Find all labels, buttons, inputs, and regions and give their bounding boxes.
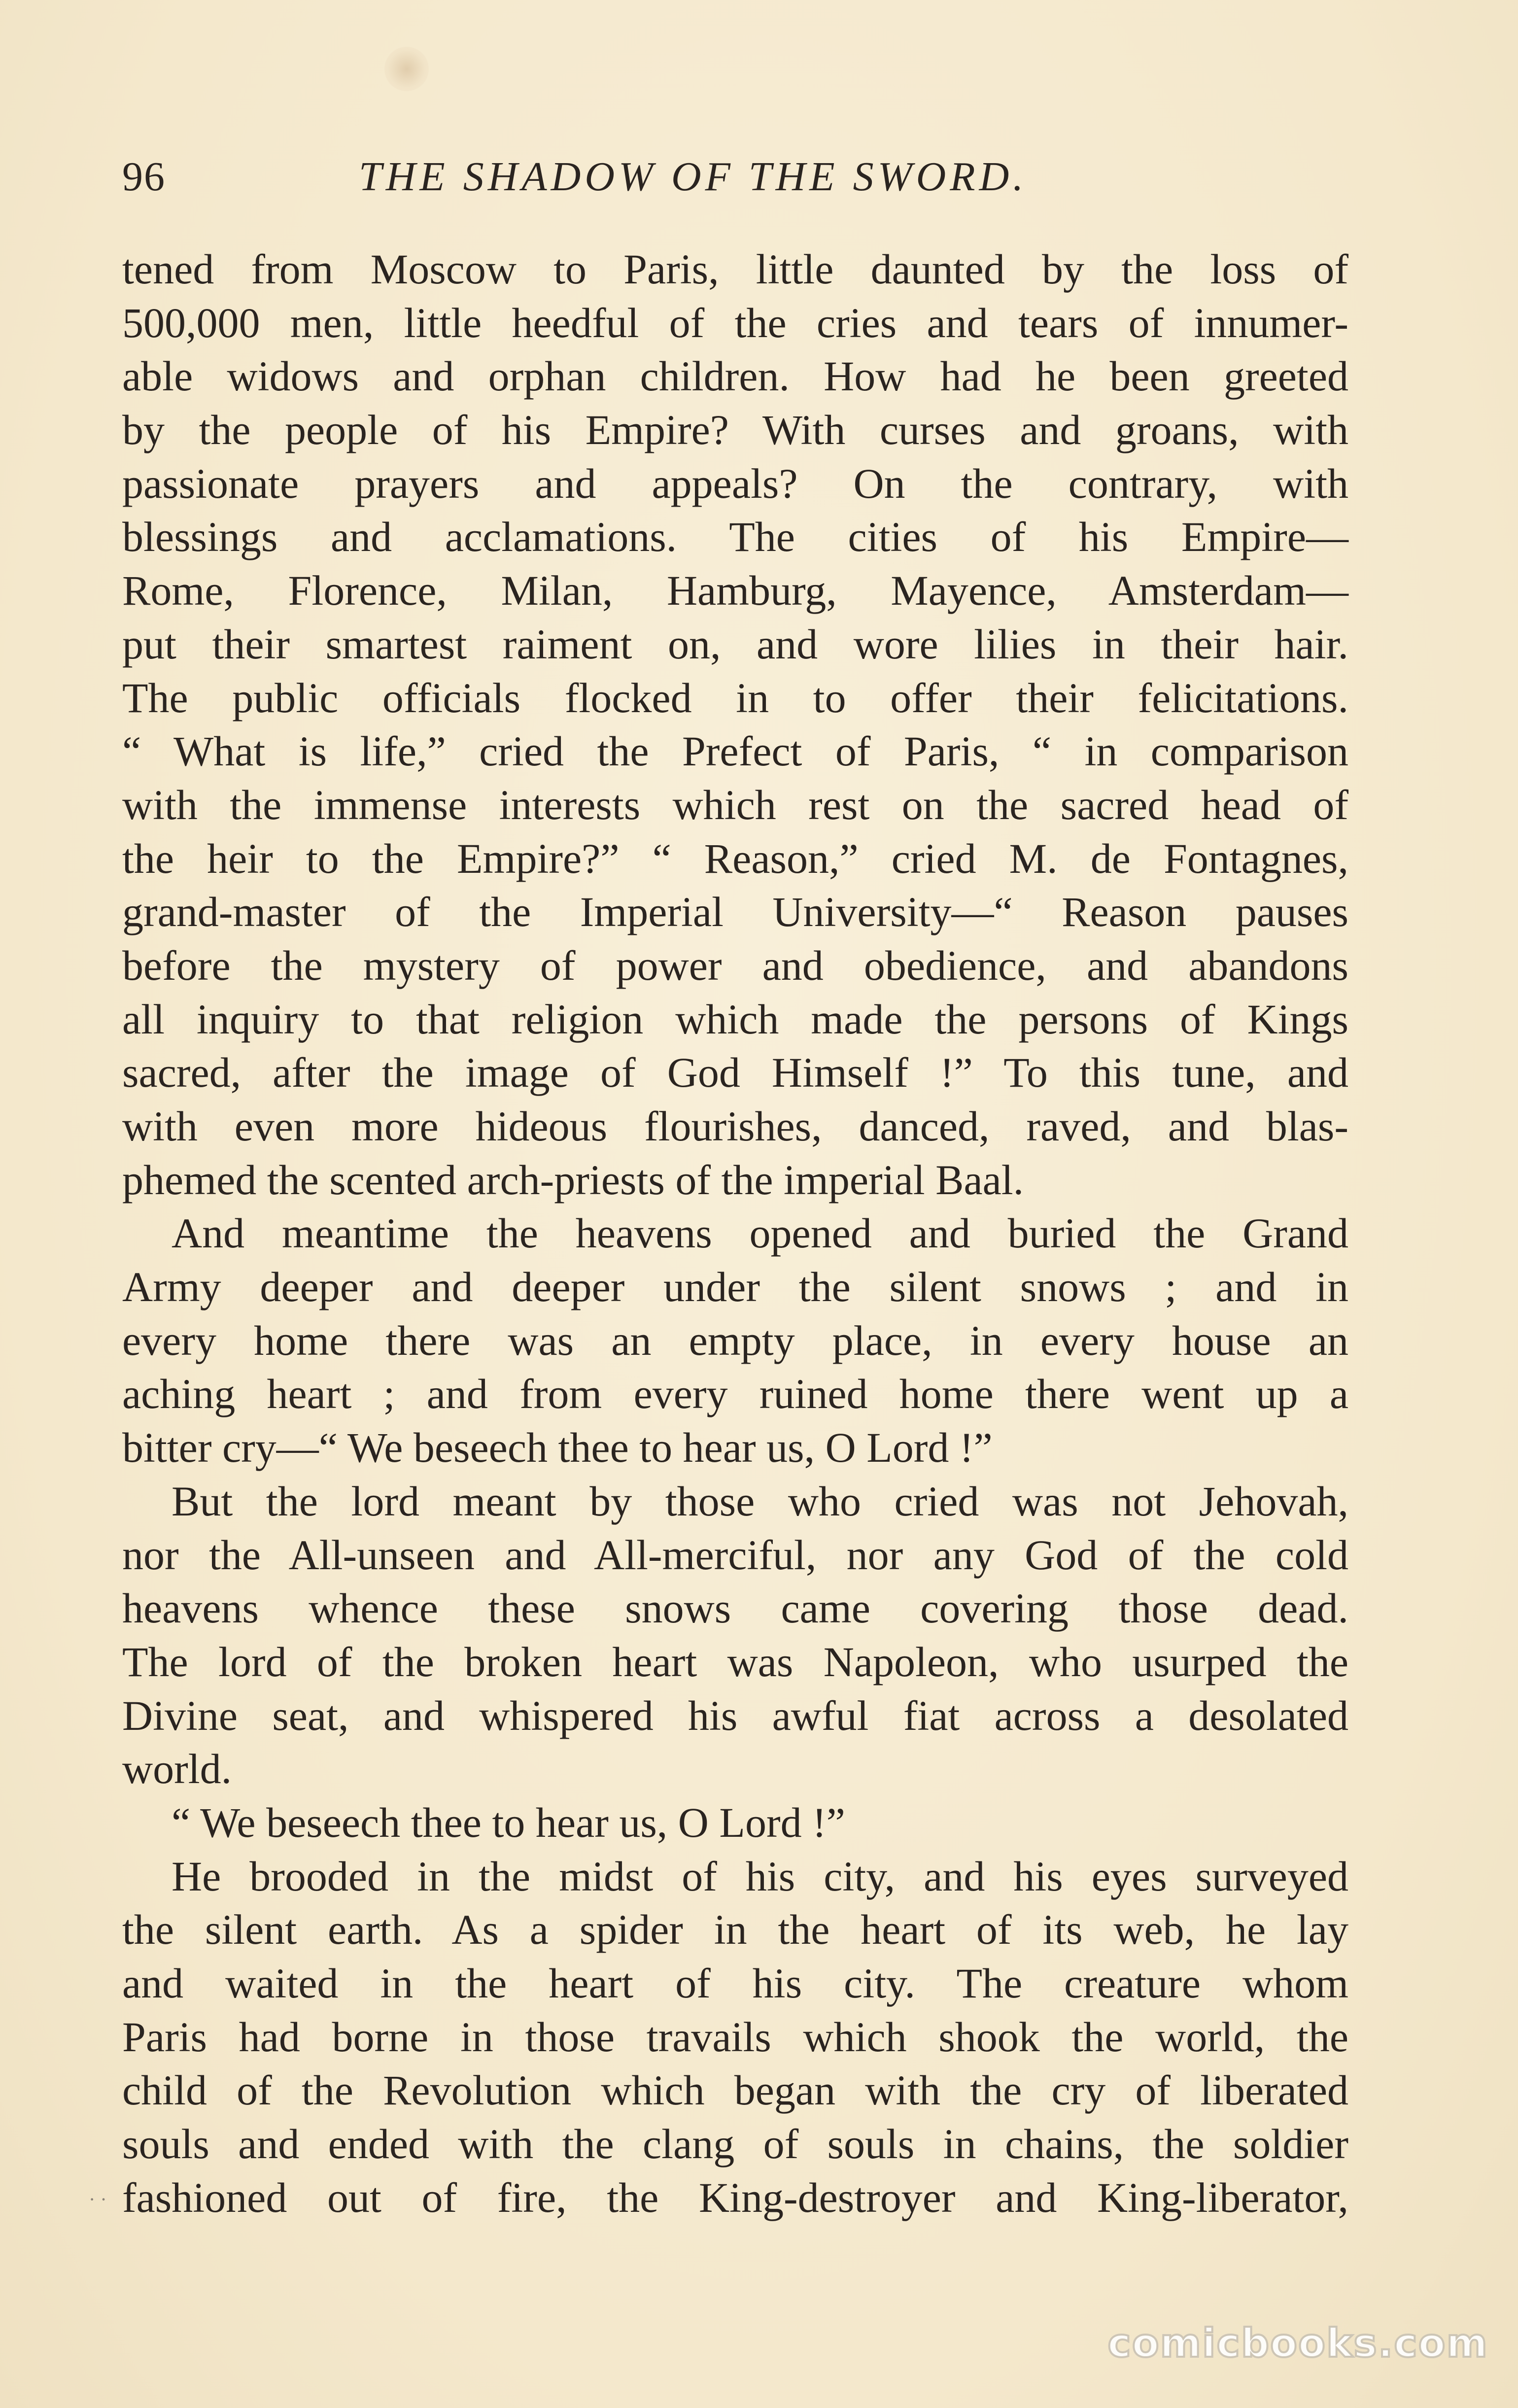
text-line: with even more hideous flourishes, danced, raved, and blas- [122, 1102, 1348, 1150]
text-line: fashioned out of fire, the King-destroyer and King-liberator, [122, 2173, 1348, 2221]
text-line: child of the Revolution which began with the cry of liberated [122, 2066, 1348, 2114]
text-line: blessings and acclamations. The cities of his Empire— [122, 513, 1348, 561]
page-number: 96 [122, 154, 166, 200]
text-line: every home there was an empty place, in every house an [122, 1316, 1348, 1364]
text-line: passionate prayers and appeals? On the contrary, with [122, 459, 1348, 507]
text-line: sacred, after the image of God Himself !” To this tune, and [122, 1049, 1348, 1097]
text-line: phemed the scented arch-priests of the imperial Baal. [122, 1156, 1024, 1204]
text-line: But the lord meant by those who cried was not Jehovah, [172, 1477, 1348, 1525]
text-line: all inquiry to that religion which made the persons of Kings [122, 995, 1348, 1043]
watermark: comicbooks.com [1107, 2320, 1488, 2366]
text-line: “ What is life,” cried the Prefect of Paris, “ in comparison [122, 727, 1348, 775]
running-head: THE SHADOW OF THE SWORD. [359, 154, 1028, 200]
text-line: nor the All-unseen and All-merciful, nor any God of the cold [122, 1531, 1348, 1579]
page-header [122, 143, 1354, 212]
text-line: Paris had borne in those travails which shook the world, the [122, 2013, 1348, 2061]
text-line: the silent earth. As a spider in the heart of its web, he lay [122, 1906, 1348, 1954]
text-line: Army deeper and deeper under the silent snows ; and in [122, 1263, 1348, 1311]
text-line: by the people of his Empire? With curses and groans, with [122, 406, 1348, 454]
body-text [122, 242, 1348, 2224]
text-line: world. [122, 1745, 232, 1793]
text-line: grand-master of the Imperial University—“ Reason pauses [122, 888, 1348, 936]
text-line: and waited in the heart of his city. The creature whom [122, 1960, 1348, 2007]
text-line: bitter cry—“ We beseech thee to hear us, O Lord !” [122, 1424, 993, 1472]
text-line: heavens whence these snows came covering those dead. [122, 1584, 1348, 1632]
text-line: the heir to the Empire?” “ Reason,” cried M. de Fontagnes, [122, 834, 1348, 882]
text-line: The lord of the broken heart was Napoleon, who usurped the [122, 1638, 1348, 1686]
paper-stain [384, 47, 429, 91]
text-line: aching heart ; and from every ruined home there went up a [122, 1370, 1348, 1418]
text-line: tened from Moscow to Paris, little daunted by the loss of [122, 245, 1348, 293]
text-line: before the mystery of power and obedience, and abandons [122, 941, 1348, 989]
text-line: “ We beseech thee to hear us, O Lord !” [172, 1798, 845, 1846]
text-line: 500,000 men, little heedful of the cries and tears of innumer- [122, 299, 1348, 346]
text-line: Rome, Florence, Milan, Hamburg, Mayence, Amsterdam— [122, 567, 1348, 615]
text-line: He brooded in the midst of his city, and his eyes surveyed [172, 1852, 1348, 1900]
text-line: able widows and orphan children. How had he been greeted [122, 352, 1348, 400]
text-line: put their smartest raiment on, and wore lilies in their hair. [122, 620, 1348, 668]
text-line: souls and ended with the clang of souls in chains, the soldier [122, 2120, 1348, 2168]
paper-speck: · · [89, 2188, 107, 2210]
text-line: with the immense interests which rest on the sacred head of [122, 781, 1348, 828]
text-line: The public officials flocked in to offer their felicitations. [122, 674, 1348, 722]
text-line: And meantime the heavens opened and buried the Grand [172, 1209, 1348, 1257]
text-line: Divine seat, and whispered his awful fiat across a desolated [122, 1691, 1348, 1739]
